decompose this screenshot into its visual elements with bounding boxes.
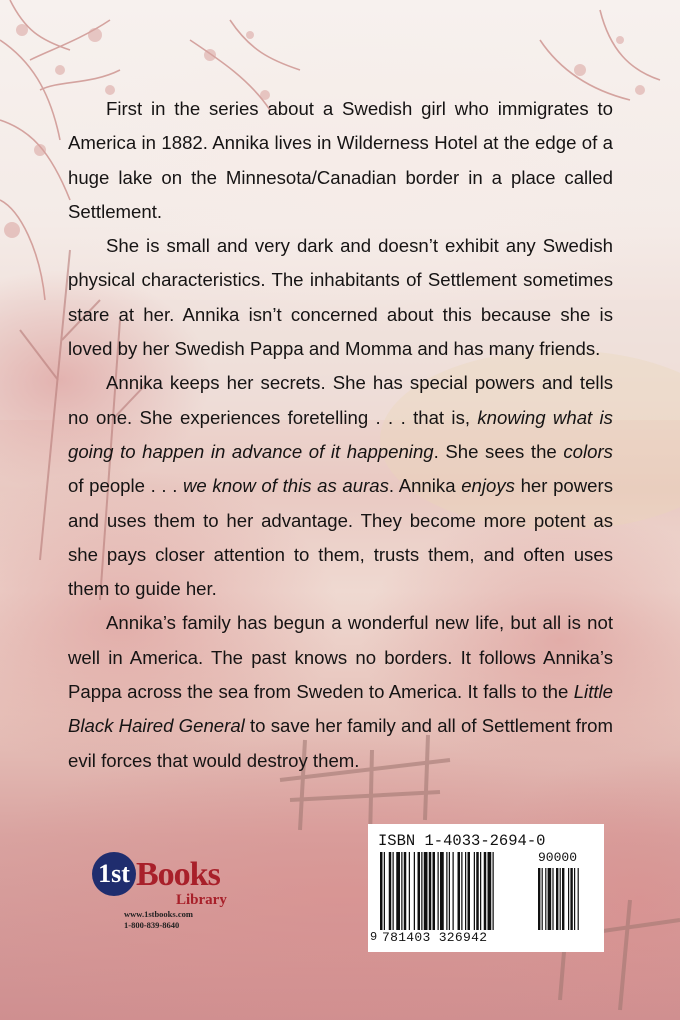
publisher-phone: 1-800-839-8640 bbox=[124, 920, 180, 930]
barcode-bar bbox=[404, 852, 407, 930]
barcode-bar bbox=[389, 852, 392, 930]
logo-mark: 1st bbox=[98, 859, 130, 888]
blurb-paragraph: She is small and very dark and doesn’t exhibit any Swedish physical characteristics. The inhabitants of Settlement sometimes stare at her. Annika isn’t concerned about this because she is loved by her Swedish Pappa and Momma and has many friends. bbox=[68, 235, 613, 360]
blurb-text bbox=[68, 92, 613, 778]
addon-bar bbox=[548, 868, 552, 930]
barcode-bar bbox=[488, 852, 492, 930]
barcode-bar bbox=[429, 852, 432, 930]
barcode-bar bbox=[458, 852, 461, 930]
barcode-bar bbox=[480, 852, 481, 930]
barcode-bar bbox=[393, 852, 394, 930]
addon-bar bbox=[545, 868, 546, 930]
addon-bar bbox=[562, 868, 564, 930]
barcode-bar bbox=[414, 852, 415, 930]
addon-bar bbox=[560, 868, 561, 930]
barcode-bar bbox=[468, 852, 471, 930]
logo-library-text: Library bbox=[176, 892, 227, 908]
addon-bar bbox=[552, 868, 553, 930]
addon-bar bbox=[574, 868, 575, 930]
blurb-paragraph: Annika’s family has begun a wonderful new life, but all is not well in America. The past knows no borders. It follows Annika’s Pappa across the sea from Sweden to America. It falls to the Little Black Haired General to save her family and all of Settlement from evil forces that would destroy them. bbox=[68, 612, 613, 771]
publisher-website: www.1stbooks.com bbox=[124, 909, 193, 919]
barcode-bar bbox=[493, 852, 494, 930]
barcode-bar bbox=[446, 852, 447, 930]
barcode-bar bbox=[440, 852, 444, 930]
barcode-bar bbox=[384, 852, 385, 930]
addon-bar bbox=[538, 868, 540, 930]
barcode-bar bbox=[438, 852, 439, 930]
barcode-bar bbox=[474, 852, 475, 930]
ean-digits: 781403 326942 bbox=[382, 930, 488, 945]
barcode-bar bbox=[476, 852, 479, 930]
ean-first-digit: 9 bbox=[370, 930, 378, 944]
barcode-bar bbox=[433, 852, 436, 930]
blurb-paragraph: First in the series about a Swedish girl who immigrates to America in 1882. Annika lives in Wilderness Hotel at the edge of a huge lake on the Minnesota/Canadian border in a place called Settlement. bbox=[68, 98, 613, 222]
blurb-paragraph: Annika keeps her secrets. She has special powers and tells no one. She experiences foretelling . . . that is, knowing what is going to happen in advance of it happening. She sees the colors of people . . . we know of this as auras. Annika enjoys her powers and uses them to her advantage. They become more potent as she pays closer attention to them, trusts them, and often uses them to guide her. bbox=[68, 372, 614, 600]
barcode-bar bbox=[449, 852, 450, 930]
addon-bar bbox=[542, 868, 543, 930]
logo-books-text: Books bbox=[136, 856, 220, 893]
addon-bar bbox=[556, 868, 558, 930]
publisher-logo bbox=[88, 846, 258, 936]
barcode-bar bbox=[396, 852, 400, 930]
barcode-bar bbox=[418, 852, 421, 930]
barcode-bar bbox=[424, 852, 428, 930]
barcode-bar bbox=[380, 852, 383, 930]
barcode-bar bbox=[453, 852, 454, 930]
barcode-bar bbox=[401, 852, 402, 930]
barcode-bar bbox=[421, 852, 422, 930]
addon-bar bbox=[568, 868, 569, 930]
addon-bar bbox=[578, 868, 579, 930]
barcode-bar bbox=[465, 852, 466, 930]
addon-bar bbox=[570, 868, 572, 930]
isbn-label: ISBN 1-4033-2694-0 bbox=[378, 832, 546, 850]
barcode-bar bbox=[484, 852, 487, 930]
barcode-box bbox=[368, 824, 604, 952]
barcode-bar bbox=[409, 852, 410, 930]
price-addon-digits: 90000 bbox=[538, 850, 578, 865]
barcode-bar bbox=[461, 852, 462, 930]
